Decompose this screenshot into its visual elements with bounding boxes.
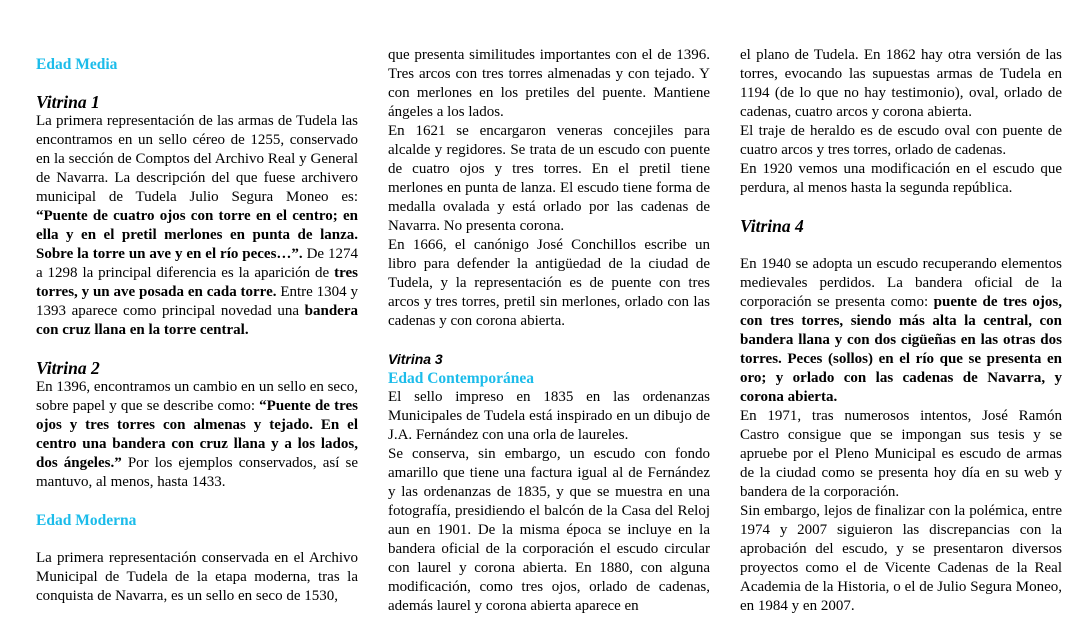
column-left [36, 46, 358, 630]
body-paragraph [388, 122, 710, 236]
text-run: En 1920 vemos una modificación en el escudo que perdura, al menos hasta la segunda república. [740, 161, 1062, 196]
vitrina-subheading: Vitrina 1 [36, 92, 100, 112]
bold-text-run: bandera con cruz llana en la torre central. [36, 303, 358, 338]
text-run: En 1971, tras numerosos intentos, José Ramón Castro consigue que se impongan sus tesis y se apruebe por el Pleno Municipal es escudo de armas de la ciudad como se presenta hoy día en su web y bandera de la corporación. [740, 408, 1062, 500]
blank-line [388, 331, 710, 350]
blank-line [36, 74, 358, 93]
blank-line [36, 340, 358, 359]
body-paragraph [36, 549, 358, 606]
section-heading: Edad Media [36, 56, 118, 73]
column-right [740, 46, 1062, 630]
bold-text-run: “Puente de tres ojos y tres torres con almenas y tejado. En el centro una bandera con cruz llana y a los lados, dos ángeles.” [36, 398, 358, 471]
text-run: Por los ejemplos conservados, así se mantuvo, al menos, hasta 1433. [36, 455, 358, 490]
text-run: En 1621 se encargaron veneras concejiles para alcalde y regidores. Se trata de un escudo con puente de cuatro ojos y tres torres. En el pretil tiene merlones en punta de lanza. El escudo tiene forma de medalla ovalada y está orlado por las cadenas de Navarra. No presenta corona. [388, 123, 710, 234]
text-run: En 1940 se adopta un escudo recuperando elementos medievales perdidos. La bandera oficial de la corporación se presenta como: [740, 256, 1062, 310]
text-run: La primera representación conservada en el Archivo Municipal de Tudela de la etapa moderna, tras la conquista de Navarra, es un sello en seco de 1530, [36, 550, 358, 604]
text-run: De 1274 a 1298 la principal diferencia es la aparición de [36, 246, 358, 281]
text-run: En 1396, encontramos un cambio en un sello en seco, sobre papel y que se describe como: [36, 379, 359, 414]
text-run: El traje de heraldo es de escudo oval con puente de cuatro arcos y tres torres, orlado de cadenas. [740, 123, 1062, 158]
text-run: Sin embargo, lejos de finalizar con la polémica, entre 1974 y 2007 siguieron las discrepancias con la aprobación del escudo, y se presentaron diversos proyectos como el de Vicente Cadenas de la Real Academia de la Historia, o el de Julio Segura Moneo, en 1984 y en 2007. [740, 503, 1062, 614]
blank-line [36, 492, 358, 511]
body-paragraph [740, 407, 1062, 502]
vitrina-subheading: Vitrina 3 [388, 351, 443, 367]
vitrina-subheading: Vitrina 4 [740, 216, 804, 236]
body-paragraph [388, 236, 710, 331]
body-paragraph [388, 445, 710, 616]
text-run: La primera representación de las armas de Tudela las encontramos en un sello céreo de 1255, conservado en la sección de Comptos del Archivo Real y General de Navarra. La descripción del que fuese archivero municipal de Tudela Julio Segura Moneo es: [36, 113, 358, 205]
section-heading: Edad Moderna [36, 512, 137, 529]
blank-line [740, 198, 1062, 217]
blank-line [36, 530, 358, 549]
text-run: El sello impreso en 1835 en las ordenanzas Municipales de Tudela está inspirado en un dibujo de J.A. Fernández con una orla de laureles. [388, 389, 710, 443]
body-paragraph [740, 255, 1062, 407]
vitrina-subheading: Vitrina 2 [36, 358, 100, 378]
section-heading: Edad Contemporánea [388, 370, 534, 387]
text-run: En 1666, el canónigo José Conchillos escribe un libro para defender la antigüedad de la ciudad de Tudela, y la representación es de puente con tres arcos y tres torres, pretil sin merlones, orlado con las cadenas y con corona abierta. [388, 237, 710, 329]
bold-text-run: puente de tres ojos, con tres torres, siendo más alta la central, con bandera llana y con dos cigüeñas en las otras dos torres. Peces (sollos) en el río que se presenta en oro; y orlado con las cadenas de Navarra, y corona abierta. [740, 294, 1062, 405]
body-paragraph [740, 502, 1062, 616]
text-run: Entre 1304 y 1393 aparece como principal novedad una [36, 284, 358, 319]
body-paragraph [388, 388, 710, 445]
bold-text-run: “Puente de cuatro ojos con torre en el centro; en ella y en el pretil merlones en punta de lanza. Sobre la torre un ave y en el río peces…”. [36, 208, 358, 262]
body-paragraph [388, 46, 710, 122]
body-paragraph [36, 378, 358, 492]
body-paragraph [740, 122, 1062, 160]
bold-text-run: tres torres, y un ave posada en cada torre. [36, 265, 358, 300]
text-run: Se conserva, sin embargo, un escudo con fondo amarillo que tiene una factura igual al de Fernández y las ordenanzas de 1835, y que se muestra en una fotografía, presidiendo el balcón de la Casa del Reloj aun en 1901. De la misma época se incluye en la bandera oficial de la corporación el escudo circular con laurel y corona abierta. En 1880, con alguna modificación, como tres ojos, orlado de cadenas, además laurel y corona abierta aparece en [388, 446, 710, 614]
text-run: el plano de Tudela. En 1862 hay otra versión de las torres, evocando las supuestas armas de Tudela en 1194 (de lo que no hay testimonio), oval, orlado de cadenas, cuatro arcos y corona abierta. [740, 47, 1062, 120]
body-paragraph [740, 160, 1062, 198]
column-center [388, 46, 710, 630]
text-run: que presenta similitudes importantes con el de 1396. Tres arcos con tres torres almenadas y con tejado. Y con merlones en los pretiles del puente. Mantiene ángeles a los lados. [388, 47, 710, 120]
blank-line [740, 236, 1062, 255]
body-paragraph [36, 112, 358, 340]
body-paragraph [740, 46, 1062, 122]
